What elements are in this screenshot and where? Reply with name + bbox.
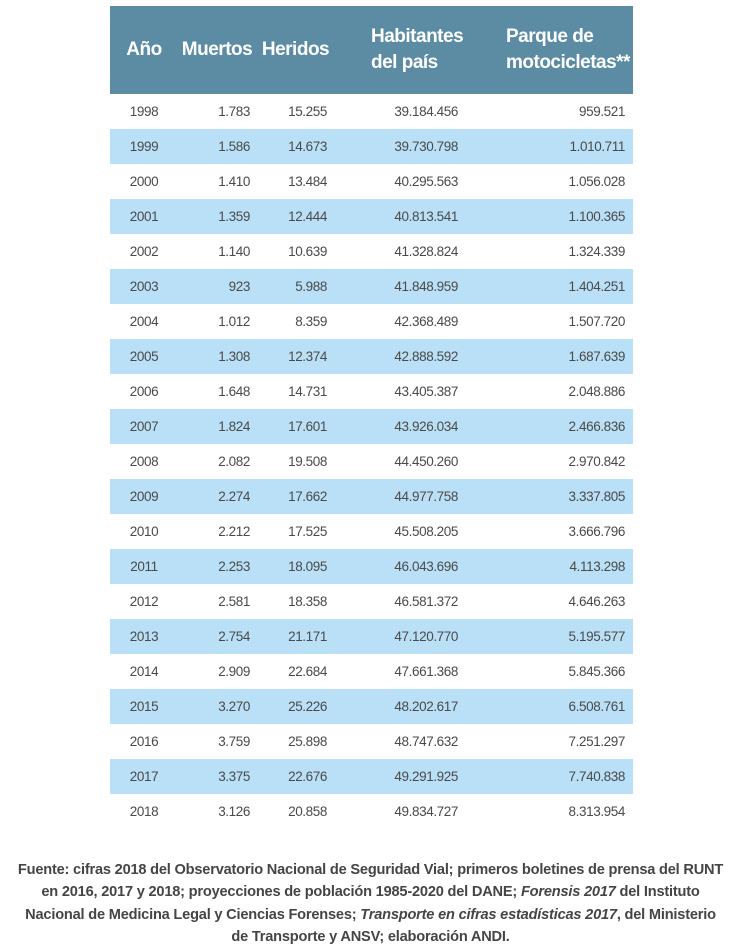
motorcycles-cell: 1.056.028 xyxy=(568,174,625,189)
table-header-row xyxy=(110,6,633,94)
header-population: Habitantes del país xyxy=(371,26,464,73)
year-cell: 2018 xyxy=(129,804,159,819)
dead-cell: 3.270 xyxy=(218,699,250,714)
table-row xyxy=(110,654,633,689)
source-italic-forensis: Forensis 2017 xyxy=(520,884,616,901)
injured-cell: 25.226 xyxy=(288,699,327,714)
source-text-3: , del Ministerio de Transporte y ANSV; elaboración ANDI. xyxy=(231,906,716,946)
year-cell: 2013 xyxy=(129,629,159,644)
population-cell: 47.120.770 xyxy=(394,629,458,644)
table-row xyxy=(110,794,633,829)
injured-cell: 5.988 xyxy=(295,279,327,294)
dead-cell: 2.909 xyxy=(218,664,250,679)
table-row xyxy=(110,374,633,409)
table-row xyxy=(110,549,633,584)
year-cell: 2006 xyxy=(129,384,159,399)
motorcycles-cell: 2.466.836 xyxy=(568,419,625,434)
motorcycles-cell: 4.646.263 xyxy=(568,594,625,609)
injured-cell: 13.484 xyxy=(288,174,327,189)
injured-cell: 10.639 xyxy=(288,244,327,259)
injured-cell: 12.374 xyxy=(288,349,327,364)
dead-cell: 1.012 xyxy=(218,314,250,329)
table-row xyxy=(110,409,633,444)
year-cell: 1999 xyxy=(129,139,159,154)
motorcycles-cell: 6.508.761 xyxy=(568,699,625,714)
injured-cell: 21.171 xyxy=(288,629,327,644)
year-cell: 2012 xyxy=(129,594,159,609)
table-body xyxy=(110,94,633,829)
injured-cell: 19.508 xyxy=(288,454,327,469)
population-cell: 44.977.758 xyxy=(394,489,458,504)
population-cell: 44.450.260 xyxy=(394,454,458,469)
motorcycles-cell: 2.970.842 xyxy=(568,454,625,469)
dead-cell: 1.824 xyxy=(218,419,250,434)
year-cell: 2009 xyxy=(129,489,159,504)
motorcycles-cell: 5.195.577 xyxy=(568,629,625,644)
motorcycles-cell: 3.666.796 xyxy=(568,524,625,539)
year-cell: 2008 xyxy=(129,454,159,469)
traffic-statistics-table xyxy=(110,6,633,829)
year-cell: 2015 xyxy=(129,699,159,714)
motorcycles-cell: 7.740.838 xyxy=(568,769,625,784)
injured-cell: 12.444 xyxy=(288,209,327,224)
injured-cell: 17.662 xyxy=(288,489,327,504)
year-cell: 2016 xyxy=(129,734,159,749)
source-text-1: Fuente: cifras 2018 del Observatorio Nacional de Seguridad Vial; primeros boletines de prensa del RUNT en 2016, 2017 y 2018; proyecciones de población 1985-2020 del DANE; xyxy=(17,861,724,901)
population-cell: 46.043.696 xyxy=(394,559,458,574)
year-cell: 2003 xyxy=(129,279,159,294)
population-cell: 39.730.798 xyxy=(394,139,458,154)
table-row xyxy=(110,304,633,339)
dead-cell: 1.783 xyxy=(218,104,250,119)
population-cell: 46.581.372 xyxy=(394,594,458,609)
population-cell: 39.184.456 xyxy=(394,104,458,119)
motorcycles-cell: 959.521 xyxy=(579,104,625,119)
dead-cell: 1.308 xyxy=(218,349,250,364)
motorcycles-cell: 1.100.365 xyxy=(568,209,625,224)
dead-cell: 1.140 xyxy=(218,244,250,259)
population-cell: 40.295.563 xyxy=(394,174,458,189)
injured-cell: 25.898 xyxy=(288,734,327,749)
dead-cell: 3.126 xyxy=(218,804,250,819)
table-row xyxy=(110,444,633,479)
injured-cell: 17.525 xyxy=(288,524,327,539)
dead-cell: 1.586 xyxy=(218,139,250,154)
table-row xyxy=(110,514,633,549)
year-cell: 2011 xyxy=(130,559,158,574)
motorcycles-cell: 1.687.639 xyxy=(568,349,625,364)
dead-cell: 2.253 xyxy=(218,559,250,574)
population-cell: 45.508.205 xyxy=(394,524,458,539)
population-cell: 41.848.959 xyxy=(394,279,458,294)
table-row xyxy=(110,584,633,619)
dead-cell: 2.212 xyxy=(218,524,250,539)
dead-cell: 2.754 xyxy=(218,629,250,644)
motorcycles-cell: 1.507.720 xyxy=(568,314,625,329)
motorcycles-cell: 1.324.339 xyxy=(568,244,625,259)
motorcycles-cell: 4.113.298 xyxy=(569,559,625,574)
year-cell: 2007 xyxy=(129,419,159,434)
table-row xyxy=(110,619,633,654)
motorcycles-cell: 7.251.297 xyxy=(568,734,625,749)
population-cell: 49.834.727 xyxy=(394,804,458,819)
dead-cell: 3.375 xyxy=(218,769,250,784)
table-row xyxy=(110,479,633,514)
injured-cell: 15.255 xyxy=(288,104,327,119)
population-cell: 42.368.489 xyxy=(394,314,458,329)
dead-cell: 1.410 xyxy=(218,174,250,189)
year-cell: 2014 xyxy=(129,664,159,679)
table-row xyxy=(110,199,633,234)
table-row xyxy=(110,164,633,199)
injured-cell: 14.673 xyxy=(288,139,327,154)
table-row xyxy=(110,129,633,164)
motorcycles-cell: 3.337.805 xyxy=(568,489,625,504)
table-row xyxy=(110,759,633,794)
year-cell: 2000 xyxy=(129,174,159,189)
dead-cell: 1.359 xyxy=(218,209,250,224)
table-row xyxy=(110,234,633,269)
motorcycles-cell: 8.313.954 xyxy=(568,804,625,819)
header-year: Año xyxy=(126,39,162,60)
motorcycles-cell: 1.010.711 xyxy=(569,139,625,154)
dead-cell: 2.274 xyxy=(218,489,250,504)
table-row xyxy=(110,724,633,759)
motorcycles-cell: 1.404.251 xyxy=(568,279,625,294)
dead-cell: 1.648 xyxy=(218,384,250,399)
population-cell: 48.202.617 xyxy=(394,699,458,714)
table-row xyxy=(110,94,633,129)
dead-cell: 2.082 xyxy=(218,454,250,469)
population-cell: 43.405.387 xyxy=(394,384,458,399)
table-row xyxy=(110,339,633,374)
injured-cell: 20.858 xyxy=(288,804,327,819)
data-table-container xyxy=(110,6,633,829)
year-cell: 2001 xyxy=(129,209,159,224)
population-cell: 40.813.541 xyxy=(394,209,458,224)
dead-cell: 2.581 xyxy=(218,594,250,609)
population-cell: 47.661.368 xyxy=(394,664,458,679)
table-row xyxy=(110,269,633,304)
injured-cell: 18.358 xyxy=(288,594,327,609)
injured-cell: 22.684 xyxy=(288,664,327,679)
injured-cell: 17.601 xyxy=(288,419,327,434)
year-cell: 2017 xyxy=(129,769,159,784)
injured-cell: 14.731 xyxy=(288,384,327,399)
header-motorcycles: Parque de motocicletas** xyxy=(506,26,630,73)
population-cell: 42.888.592 xyxy=(394,349,458,364)
year-cell: 2010 xyxy=(129,524,159,539)
dead-cell: 923 xyxy=(228,279,250,294)
source-note xyxy=(16,859,725,949)
population-cell: 48.747.632 xyxy=(394,734,458,749)
population-cell: 49.291.925 xyxy=(394,769,458,784)
motorcycles-cell: 2.048.886 xyxy=(568,384,625,399)
header-injured: Heridos xyxy=(261,39,330,60)
motorcycles-cell: 5.845.366 xyxy=(568,664,625,679)
injured-cell: 8.359 xyxy=(295,314,327,329)
year-cell: 2004 xyxy=(129,314,159,329)
source-italic-transporte: Transporte en cifras estadísticas 2017 xyxy=(360,906,617,923)
injured-cell: 18.095 xyxy=(288,559,327,574)
header-dead: Muertos xyxy=(181,39,253,60)
year-cell: 1998 xyxy=(129,104,159,119)
table-row xyxy=(110,689,633,724)
dead-cell: 3.759 xyxy=(218,734,250,749)
source-text-2: del Instituto Nacional de Medicina Legal y Ciencias Forenses; xyxy=(25,884,700,923)
population-cell: 43.926.034 xyxy=(394,419,458,434)
injured-cell: 22.676 xyxy=(288,769,327,784)
year-cell: 2005 xyxy=(129,349,159,364)
year-cell: 2002 xyxy=(129,244,159,259)
population-cell: 41.328.824 xyxy=(394,244,458,259)
